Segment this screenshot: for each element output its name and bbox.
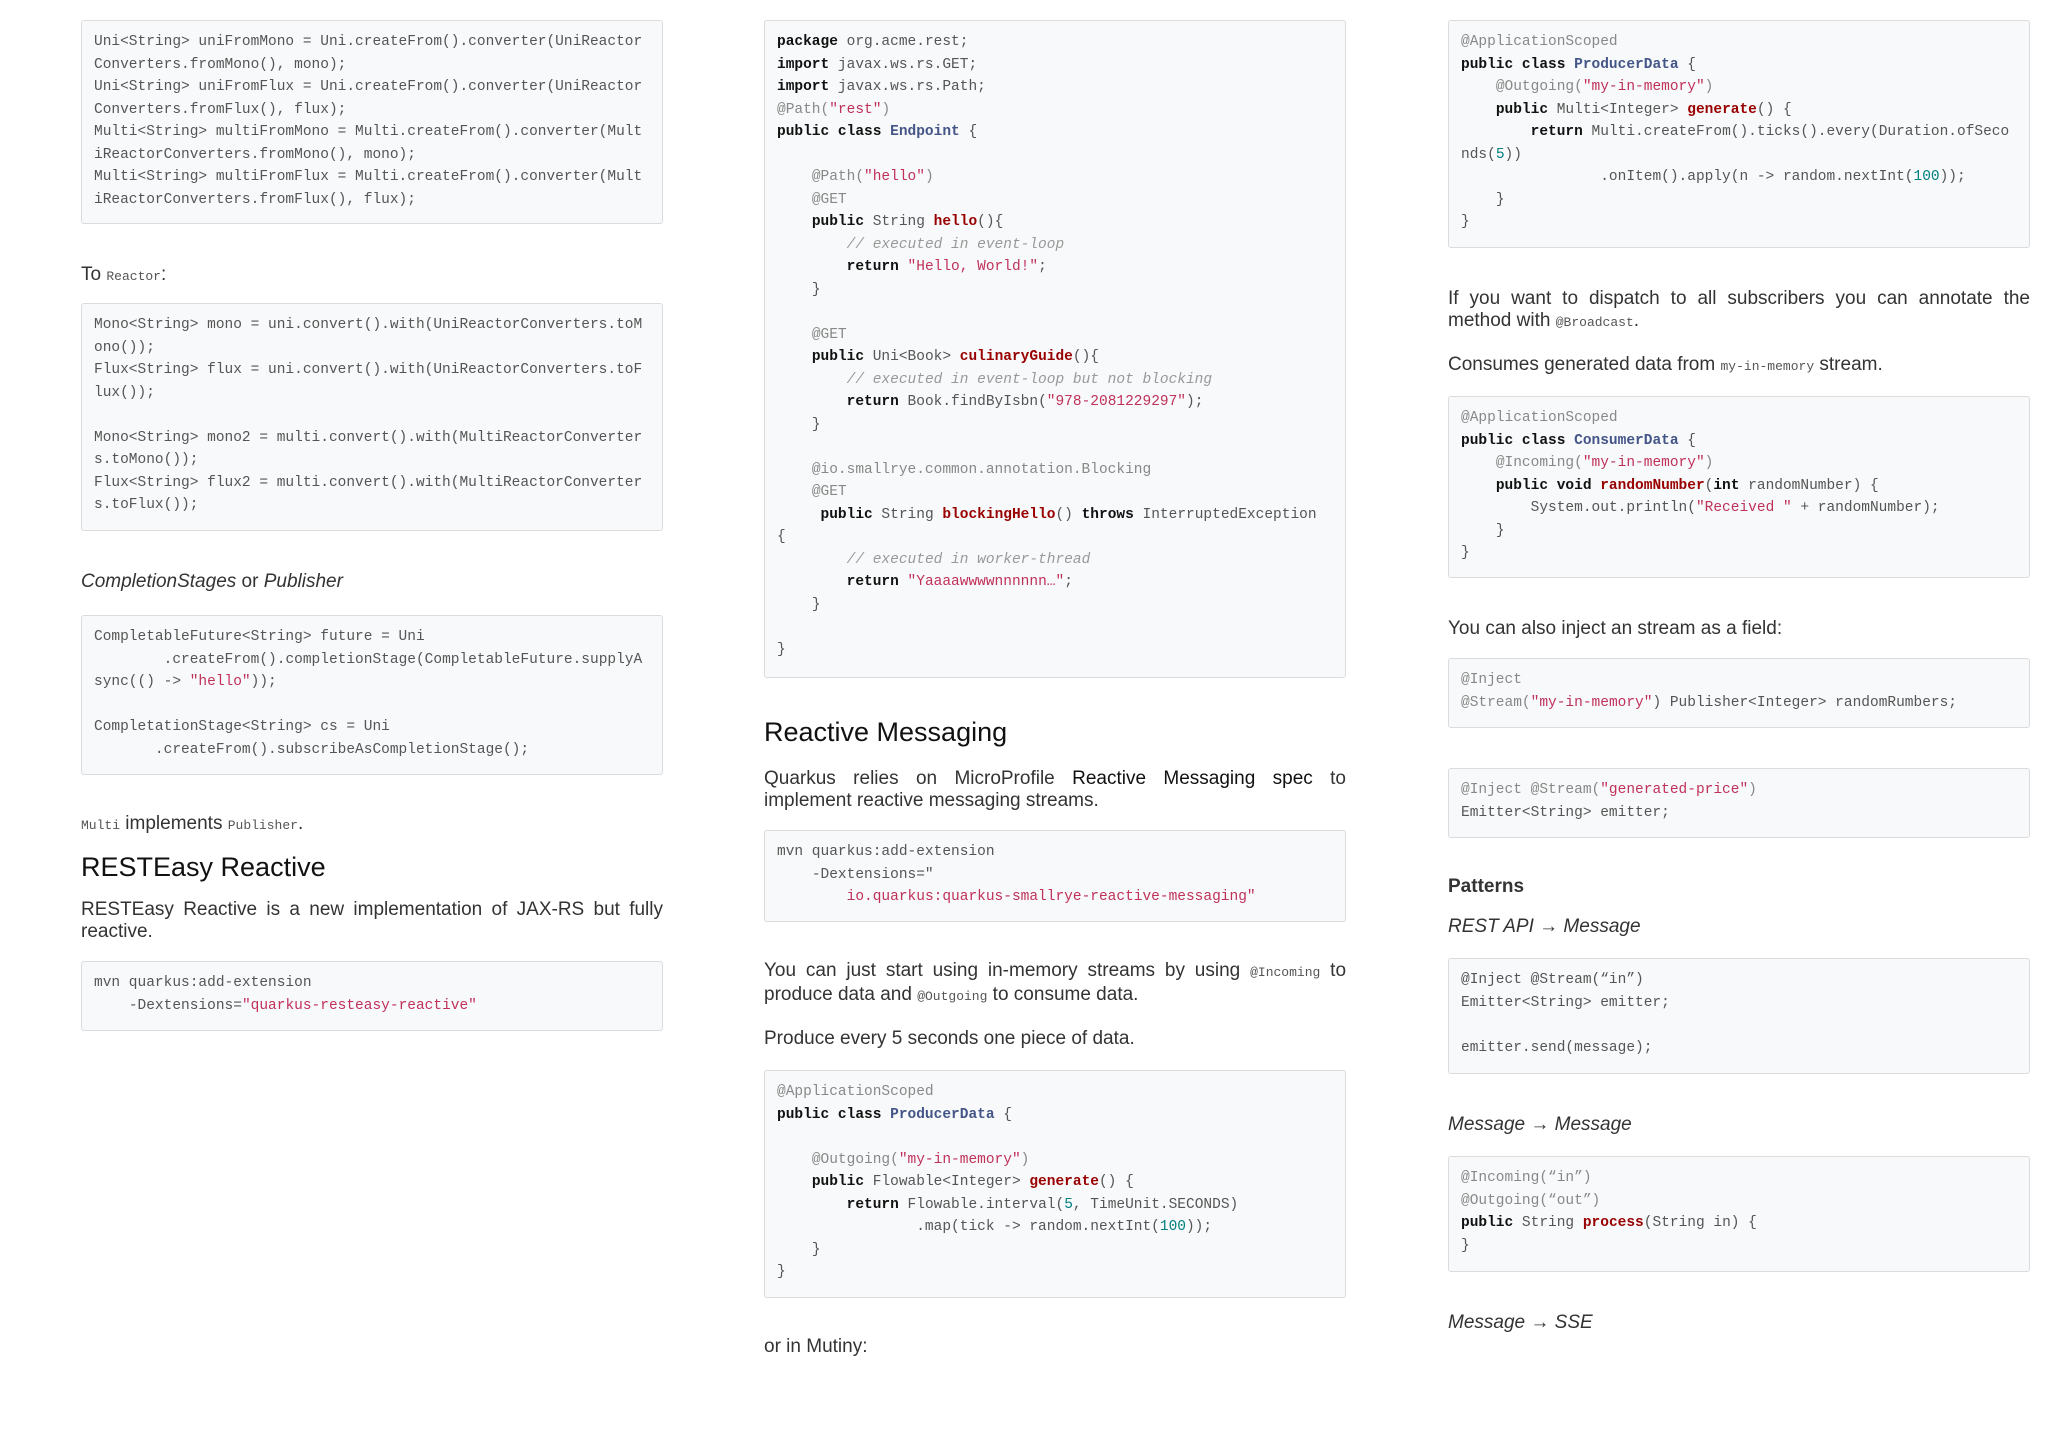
code-block-endpoint: package org.acme.rest; import javax.ws.rs.GET; import javax.ws.rs.Path; @Path("rest") public class Endpoint { @Path("hello") @GET public String hello(){ // executed in event-loop return "Hello, World!"; } @GET public Uni<Book> culinaryGuide(){ // executed in event-loop but not blocking return Book.findByIsbn("978-2081229297"); } @io.smallrye.common.annotation.Blocking @GET public String blockingHello() throws InterruptedException { // executed in worker-thread return "Yaaaawwwwnnnnnn…"; } } bbox=[764, 20, 1346, 678]
code-block-completion-stage: CompletableFuture<String> future = Uni .createFrom().completionStage(CompletableFuture.supplyAsync(() -> "hello")); CompletationStage<String> cs = Uni .createFrom().subscribeAsCompletionStage(); bbox=[81, 615, 663, 775]
code-block-from-reactor: Uni<String> uniFromMono = Uni.createFrom().converter(UniReactorConverters.fromMono(), mono); Uni<String> uniFromFlux = Uni.createFrom().converter(UniReactorConverters.fromFlux(), flux); Multi<String> multiFromMono = Multi.createFrom().converter(MultiReactorConverters.fromMono(), mono); Multi<String> multiFromFlux = Multi.createFrom().converter(MultiReactorConverters.fromFlux(), flux); bbox=[81, 20, 663, 224]
dispatch-paragraph: If you want to dispatch to all subscribers you can annotate the method with @Broadcast. bbox=[1448, 288, 2030, 331]
in-memory-paragraph: You can just start using in-memory streams by using @Incoming to produce data and @Outgoing to consume data. bbox=[764, 960, 1347, 1005]
code-block-pattern-rest: @Inject @Stream(“in”) Emitter<String> emitter; emitter.send(message); bbox=[1448, 958, 2030, 1074]
reactive-messaging-spec-link[interactable]: Reactive Messaging spec bbox=[1072, 768, 1313, 789]
code-block-producer-multi: @ApplicationScoped public class ProducerData { @Outgoing("my-in-memory") public Multi<Integer> generate() { return Multi.createFrom().ticks().every(Duration.ofSeconds(5)) .onItem().apply(n -> random.nextInt(100)); } } bbox=[1448, 20, 2030, 248]
multi-publisher-paragraph: Multi implements Publisher. bbox=[81, 813, 304, 834]
to-reactor-paragraph: To Reactor: bbox=[81, 264, 167, 285]
column-right bbox=[1448, 20, 2030, 1334]
patterns-heading: Patterns bbox=[1448, 876, 1525, 897]
pattern-message-message: Message → Message bbox=[1448, 1114, 1632, 1135]
code-block-pattern-process: @Incoming(“in”) @Outgoing(“out”) public String process(String in) { } bbox=[1448, 1156, 2030, 1272]
resteasy-paragraph: RESTEasy Reactive is a new implementation of JAX-RS but fully reactive. bbox=[81, 899, 663, 942]
code-block-to-reactor: Mono<String> mono = uni.convert().with(UniReactorConverters.toMono()); Flux<String> flux = uni.convert().with(UniReactorConverters.toFlux()); Mono<String> mono2 = multi.convert().with(MultiReactorConverters.toMono()); Flux<String> flux2 = multi.convert().with(MultiReactorConverters.toFlux()); bbox=[81, 303, 663, 531]
completion-stages-heading: CompletionStages or Publisher bbox=[81, 571, 343, 592]
produce-paragraph: Produce every 5 seconds one piece of data. bbox=[764, 1028, 1135, 1049]
code-block-consumer: @ApplicationScoped public class ConsumerData { @Incoming("my-in-memory") public void randomNumber(int randomNumber) { System.out.println("Received " + randomNumber); } } bbox=[1448, 396, 2030, 578]
mutiny-paragraph: or in Mutiny: bbox=[764, 1336, 868, 1357]
pattern-rest-api-message: REST API → Message bbox=[1448, 916, 1641, 937]
code-block-messaging-mvn: mvn quarkus:add-extension -Dextensions=" io.quarkus:quarkus-smallrye-reactive-messaging" bbox=[764, 830, 1346, 922]
column-left bbox=[81, 20, 663, 1031]
reactive-messaging-heading: Reactive Messaging bbox=[764, 717, 1008, 747]
column-middle bbox=[764, 20, 1346, 1358]
inject-paragraph: You can also inject an stream as a field: bbox=[1448, 618, 1783, 639]
messaging-paragraph: Quarkus relies on MicroProfile Reactive Messaging spec to implement reactive messaging streams. bbox=[764, 768, 1346, 811]
pattern-message-sse: Message → SSE bbox=[1448, 1312, 1593, 1333]
code-block-resteasy-mvn: mvn quarkus:add-extension -Dextensions="quarkus-resteasy-reactive" bbox=[81, 961, 663, 1031]
code-block-producer-flowable: @ApplicationScoped public class ProducerData { @Outgoing("my-in-memory") public Flowable<Integer> generate() { return Flowable.interval(5, TimeUnit.SECONDS) .map(tick -> random.nextInt(100)); } } bbox=[764, 1070, 1346, 1298]
code-block-inject-stream: @Inject @Stream("my-in-memory") Publisher<Integer> randomRumbers; bbox=[1448, 658, 2030, 728]
code-block-inject-emitter: @Inject @Stream("generated-price") Emitter<String> emitter; bbox=[1448, 768, 2030, 838]
consumes-paragraph: Consumes generated data from my-in-memory stream. bbox=[1448, 354, 1883, 375]
resteasy-heading: RESTEasy Reactive bbox=[81, 852, 326, 882]
reactor-inline-code: Reactor bbox=[106, 269, 161, 284]
